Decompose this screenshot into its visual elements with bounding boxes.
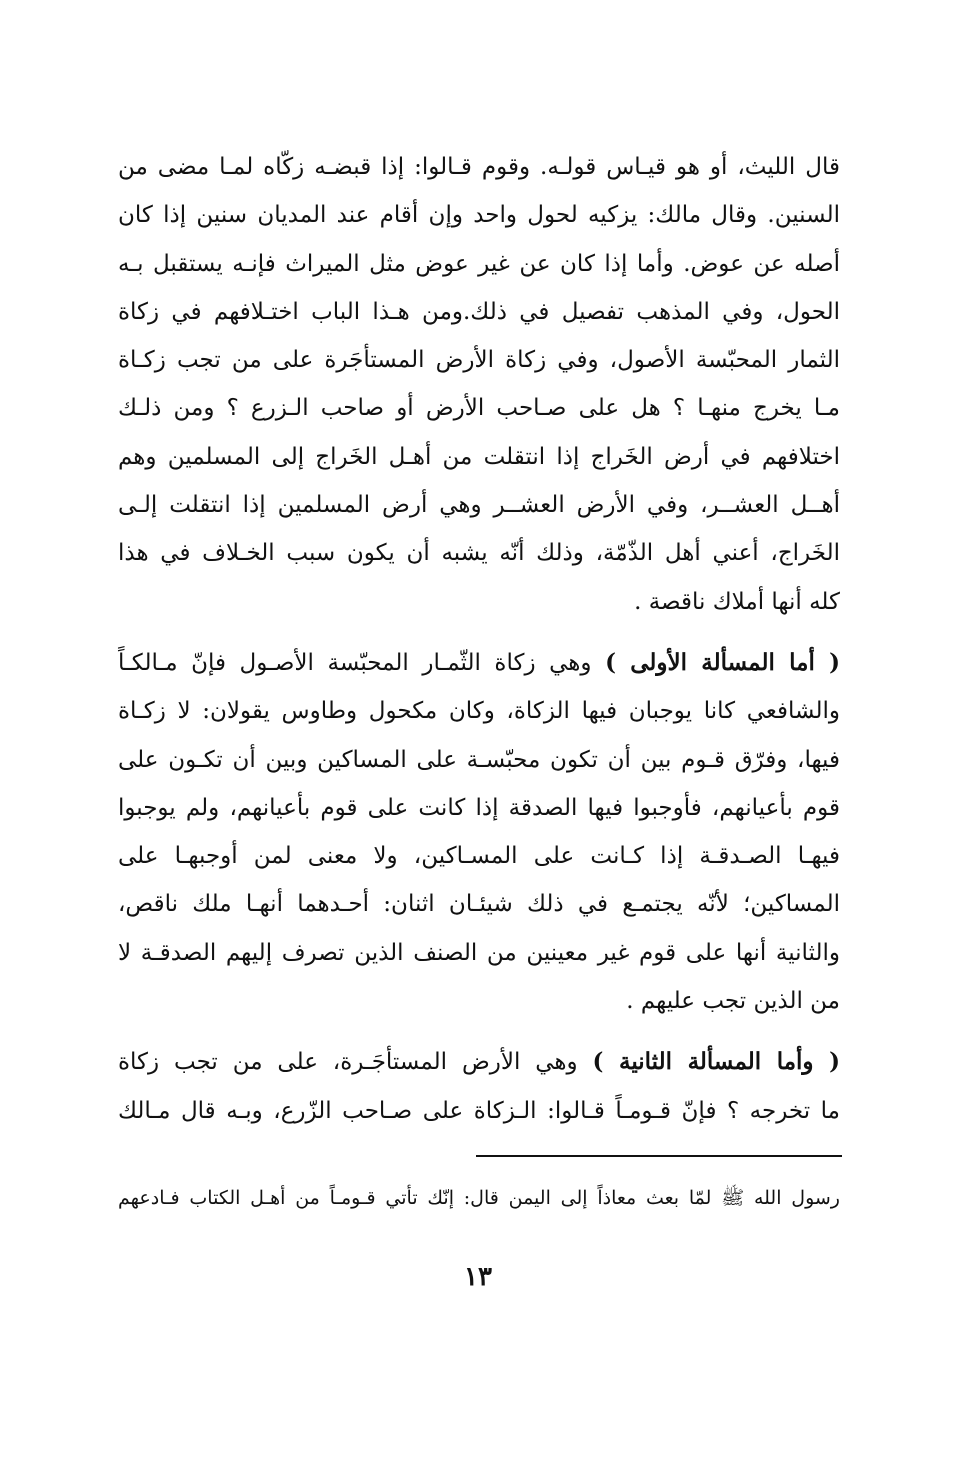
- paragraph-2: [118, 639, 840, 1025]
- text-line: والثانية أنها على قوم غير معينين من الصنف الذين تصرف إليهم الصدقـة لا: [118, 939, 840, 966]
- section-heading: ( أما المسألة الأولى ): [605, 648, 840, 676]
- text-line: كله أنها أملاك ناقصة .: [634, 588, 840, 615]
- text-line: والشافعي كانا يوجبان فيها الزكاة، وكان مكحول وطاوس يقولان: لا زكـاة: [118, 698, 840, 725]
- text-fragment: وهي الأرض المستأجَـرة، على من تجب زكاة: [118, 1049, 593, 1076]
- text-line: أصله عن عوض. وأما إذا كان عن غير عوض مثل الميراث فإنـه يستقبل بـه: [118, 250, 840, 277]
- text-line: السنين. وقال مالك: يزكيه لحول واحد وإن أقام عند المديان سنين إذا كان: [118, 202, 840, 229]
- text-fragment: وهي زكاة الثّمـار المحبّسة الأصـول فإنّ مـالكـاً: [118, 649, 606, 676]
- text-line: مـا يخرج منهـا ؟ هل على صـاحب الأرض أو صاحب الـزرع ؟ ومن ذلـك: [118, 395, 840, 422]
- text-line: ما تخرجه ؟ فإنّ قـومـاً قـالوا: الـزكاة على صـاحب الزّرع، وبـه قال مـالك: [118, 1097, 840, 1124]
- text-line: فيها، وفرّق قـوم بين أن تكون محبّسـة على المساكين وبين أن تكـون على: [118, 746, 840, 773]
- text-line: اختلافهم في أرض الخَراج إذا انتقلت من أهـل الخَراج إلى المسلمين وهم: [118, 443, 840, 470]
- text-line: الخَراج، أعني أهل الذّمّة، وذلك أنّه يشبه أن يكون سبب الخـلاف في هذا: [118, 540, 840, 567]
- text-line: الحول، وفي المذهب تفصيل في ذلك.ومن هـذا الباب اختـلافهم في زكاة: [118, 298, 841, 325]
- text-line: الثمار المحبّسة الأصول، وفي زكاة الأرض المستأجَرة على من تجب زكـاة: [118, 347, 840, 374]
- paragraph-1: [118, 143, 840, 626]
- text-line: فيهـا الصـدقـة إذا كـانت على المسـاكين، ولا معنى لمن أوجبهـا على: [118, 843, 840, 870]
- paragraph-3: [118, 1038, 840, 1135]
- text-line: المساكين؛ لأنّه يجتمـع في ذلك شيئـان اثنان: أحـدهما أنهـا ملك ناقص،: [118, 891, 840, 918]
- text-line: قال الليث، أو هو قيـاس قولـه. وقوم قـالوا: إذا قبضـه زكّاه لمـا مضى من: [118, 154, 840, 180]
- footnote-separator: [476, 1155, 842, 1157]
- text-line: أهــل العشــر، وفي الأرض العشــر وهي أرض المسلمين إذا انتقلت إلـى: [118, 492, 840, 519]
- page-number: ١٣: [464, 1262, 492, 1292]
- text-line: من الذين تجب عليهم .: [626, 988, 840, 1015]
- text-line: [118, 1038, 840, 1086]
- text-line: قوم بأعيانهم، فأوجبوا فيها الصدقة إذا كانت على قوم بأعيانهم، ولم يوجبوا: [118, 794, 840, 821]
- section-heading: ( وأما المسألة الثانية ): [592, 1048, 840, 1076]
- main-text: [118, 143, 840, 1135]
- text-line: [118, 639, 840, 687]
- footnote: رسول الله ﷺ لمّا بعث معاذاً إلى اليمن قال: إنّك تأتي قـومـاً من أهـل الكتاب فـادعهم: [118, 1187, 840, 1209]
